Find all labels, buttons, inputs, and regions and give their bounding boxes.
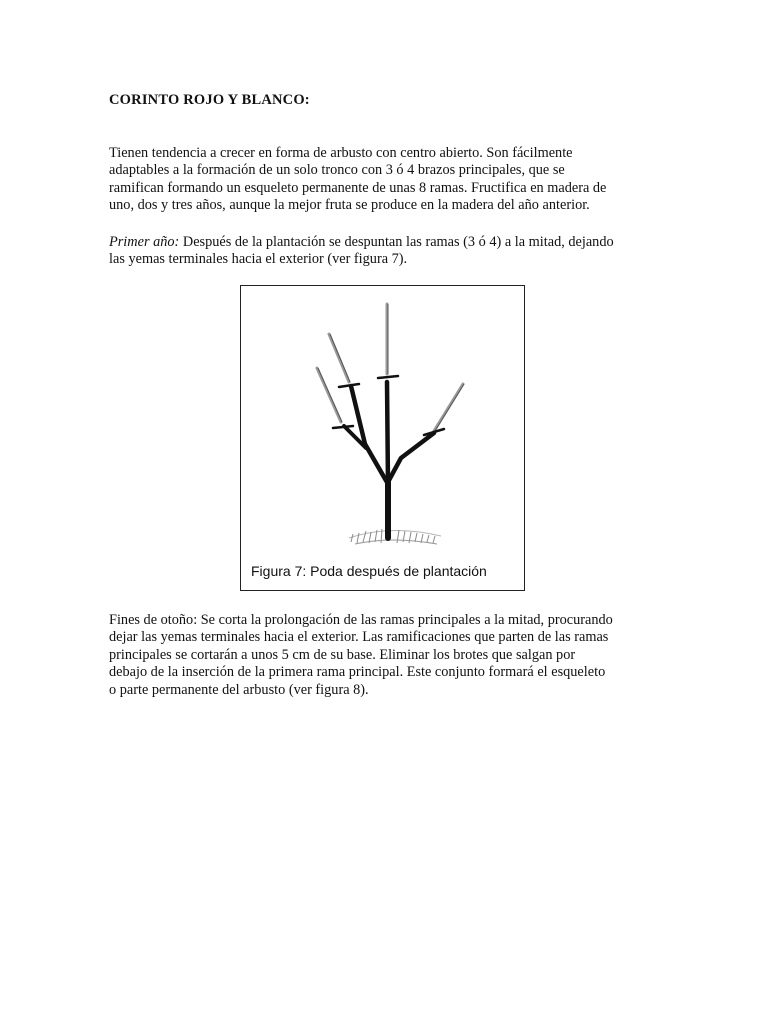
text-line: las yemas terminales hacia el exterior (ver figura 7). bbox=[109, 251, 408, 268]
text-line: uno, dos y tres años, aunque la mejor fruta se produce en la madera del año anterior. bbox=[109, 197, 590, 214]
text-line bbox=[109, 234, 669, 251]
intro-paragraph bbox=[109, 145, 669, 215]
first-year-label: Primer año: bbox=[109, 234, 180, 250]
text-line: debajo de la inserción de la primera rama principal. Este conjunto formará el esqueleto bbox=[109, 664, 606, 681]
text-line: o parte permanente del arbusto (ver figura 8). bbox=[109, 681, 369, 698]
text-line: adaptables a la formación de un solo tronco con 3 ó 4 brazos principales, que se bbox=[109, 162, 565, 179]
text-line: principales se cortarán a unos 5 cm de su base. Eliminar los brotes que salgan por bbox=[109, 646, 576, 663]
text-line: Fines de otoño: Se corta la prolongación de las ramas principales a la mitad, procurando bbox=[109, 612, 613, 628]
figure-7 bbox=[240, 285, 525, 591]
trunk-and-branches bbox=[344, 382, 434, 538]
first-year-text: Después de la plantación se despuntan las ramas (3 ó 4) a la mitad, dejando bbox=[179, 234, 614, 250]
autumn-paragraph bbox=[109, 612, 669, 699]
branch-tips-dark bbox=[318, 304, 464, 431]
ground-grass bbox=[349, 529, 441, 544]
text-line: Tienen tendencia a crecer en forma de arbusto con centro abierto. Son fácilmente bbox=[109, 145, 573, 161]
pruned-bush-illustration bbox=[241, 286, 525, 591]
text-line: dejar las yemas terminales hacia el exterior. Las ramificaciones que parten de las ramas bbox=[109, 629, 609, 646]
branch-tips bbox=[317, 304, 463, 431]
figure-caption: Figura 7: Poda después de plantación bbox=[251, 563, 487, 579]
first-year-paragraph bbox=[109, 234, 669, 269]
section-heading: CORINTO ROJO Y BLANCO: bbox=[109, 92, 310, 108]
text-line: ramifican formando un esqueleto permanente de unas 8 ramas. Fructifica en madera de bbox=[109, 179, 607, 196]
